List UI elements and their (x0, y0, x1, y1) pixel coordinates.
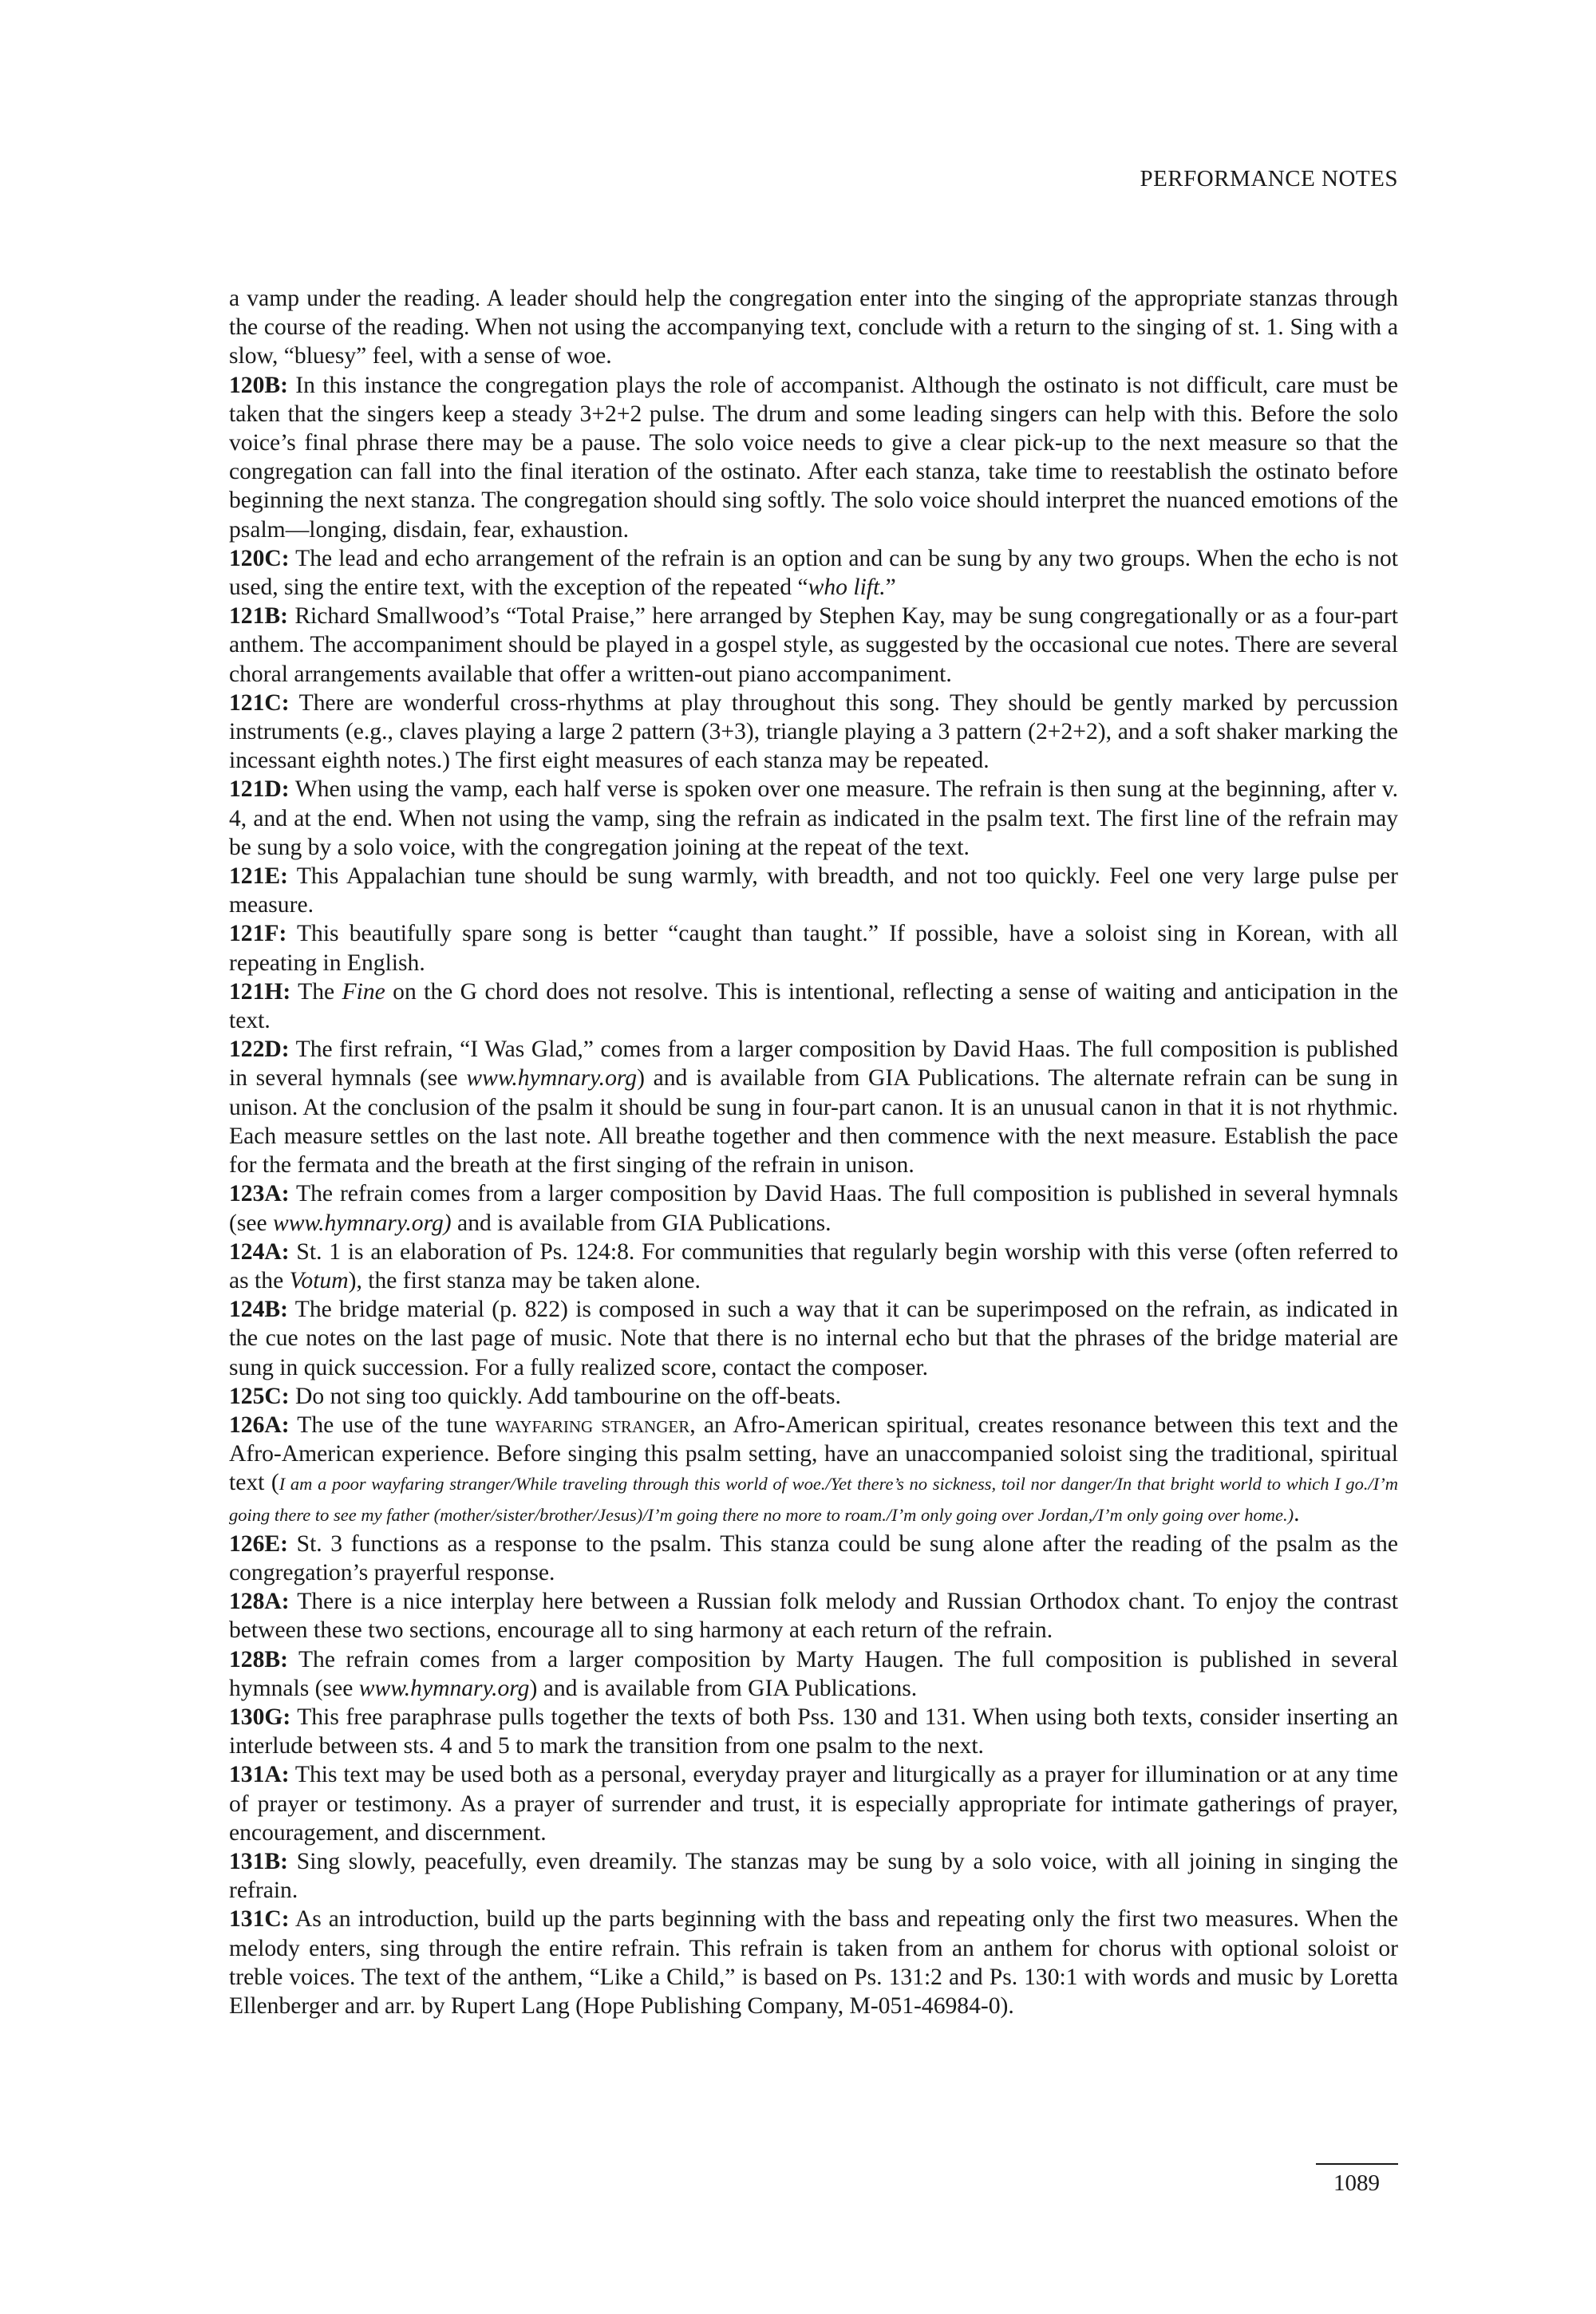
note-id: 126E: (229, 1530, 288, 1557)
folio-rule (1316, 2163, 1398, 2165)
note-text: The use of the tune (289, 1412, 496, 1438)
note-entry (229, 1847, 1398, 1905)
note-id: 121B: (229, 603, 288, 630)
note-entry (229, 1035, 1398, 1179)
note-text: Do not sing too quickly. Add tambourine on the off-beats. (289, 1383, 841, 1409)
note-text: St. 3 functions as a response to the psalm. This stanza could be sung alone after the reading of the psalm as the congregation’s prayerful response. (229, 1530, 1398, 1585)
notes-list (229, 371, 1398, 2021)
note-id: 126A: (229, 1412, 290, 1438)
note-id: 131A: (229, 1762, 290, 1788)
note-text: I am a poor wayfaring stranger/While traveling through this world of woe./Yet there’s no sickness, toil nor danger/In that bright world to which I go./I’m going there to see my father (mother/sister/brother/Jesus)/I’m going there no more to roam./I’m only going over Jordan,/I’m only going over home.) (229, 1474, 1398, 1525)
note-text: Richard Smallwood’s “Total Praise,” here arranged by Stephen Kay, may be sung congregationally or as a four-part anthem. The accompaniment should be played in a gospel style, as suggested by the occasional cue notes. There are several choral arrangements available that offer a written-out piano accompaniment. (229, 603, 1398, 687)
note-text: This beautifully spare song is better “caught than taught.” If possible, have a soloist sing in Korean, with all repeating in English. (229, 921, 1398, 976)
note-id: 124B: (229, 1297, 288, 1323)
note-id: 124A: (229, 1238, 290, 1265)
note-id: 123A: (229, 1181, 290, 1207)
note-id: 128A: (229, 1589, 290, 1615)
note-text: ) and is available from GIA Publications. The alternate refrain can be sung in unison. At the conclusion of the psalm it should be sung in four-part canon. It is an unusual canon in that it is not rhythmic. Each measure settles on the last note. All breathe together and then commence with the next measure. Establish the pace for the fermata and the breath at the first singing of the refrain in unison. (229, 1065, 1398, 1179)
note-text: This text may be used both as a personal, everyday prayer and liturgically as a prayer for illumination or at any time of prayer or testimony. As a prayer of surrender and trust, it is especially appropriate for intimate gatherings of prayer, encouragement, and discernment. (229, 1762, 1398, 1846)
note-text: St. 1 is an elaboration of Ps. 124:8. For communities that regularly begin worship with this verse (often referred to as the (229, 1238, 1398, 1293)
note-id: 121H: (229, 978, 291, 1005)
note-entry (229, 919, 1398, 977)
note-id: 120B: (229, 372, 288, 398)
note-entry (229, 1411, 1398, 1530)
note-entry (229, 1238, 1398, 1295)
note-text: This free paraphrase pulls together the texts of both Pss. 130 and 131. When using both texts, consider inserting an interlude between sts. 4 and 5 to mark the transition from one psalm to the next. (229, 1704, 1398, 1759)
note-text: The (290, 978, 342, 1005)
note-entry (229, 602, 1398, 689)
note-text: www.hymnary.org (358, 1675, 530, 1701)
note-text: The first refrain, “I Was Glad,” comes from a larger composition by David Haas. The full composition is published in several hymnals (see (229, 1037, 1398, 1092)
note-entry (229, 1905, 1398, 2020)
note-entry (229, 1587, 1398, 1645)
running-head: PERFORMANCE NOTES (1140, 166, 1398, 192)
note-entry (229, 689, 1398, 776)
note-text: There is a nice interplay here between a Russian folk melody and Russian Orthodox chant. To enjoy the contrast between these two sections, encourage all to sing harmony at each return of the refrain. (229, 1589, 1398, 1644)
note-id: 125C: (229, 1383, 290, 1409)
note-id: 121D: (229, 776, 290, 803)
note-text: The refrain comes from a larger composition by Marty Haugen. The full composition is published in several hymnals (see (229, 1646, 1398, 1701)
note-text: who lift. (808, 575, 886, 601)
note-text: There are wonderful cross-rhythms at play throughout this song. They should be gently marked by percussion instruments (e.g., claves playing a large 2 pattern (3+3), triangle playing a 3 pattern (2+2+2), and a soft shaker marking the incessant eighth notes.) The first eight measures of each stanza may be repeated. (229, 689, 1398, 774)
note-text: ), the first stanza may be taken alone. (348, 1267, 701, 1293)
note-entry (229, 1295, 1398, 1382)
note-entry (229, 544, 1398, 602)
note-entry (229, 371, 1398, 544)
note-text: and is available from GIA Publications. (451, 1210, 832, 1236)
note-id: 121E: (229, 863, 288, 890)
note-id: 131B: (229, 1848, 288, 1874)
note-text: The bridge material (p. 822) is composed in such a way that it can be superimposed on the refrain, as indicated in the cue notes on the last page of music. Note that there is no internal echo but that the phrases of the bridge material are sung in quick succession. For a fully realized score, contact the composer. (229, 1297, 1398, 1380)
note-id: 121F: (229, 921, 287, 947)
note-entry (229, 1382, 1398, 1411)
note-text: . (1294, 1500, 1300, 1526)
note-text: Votum (289, 1267, 349, 1293)
note-text: The lead and echo arrangement of the refrain is an option and can be sung by any two groups. When the echo is not used, sing the entire text, with the exception of the repeated “ (229, 545, 1398, 601)
note-entry (229, 977, 1398, 1035)
note-text: www.hymnary.org (466, 1065, 638, 1092)
note-text: In this instance the congregation plays the role of accompanist. Although the ostinato is not difficult, care must be taken that the singers keep a steady 3+2+2 pulse. The drum and some leading singers can help with this. Before the solo voice’s final phrase there may be a pause. The solo voice needs to give a clear pick-up to the next measure so that the congregation can fall into the final iteration of the ostinato. After each stanza, take time to reestablish the ostinato before beginning the next stanza. The congregation should sing softly. The solo voice should interpret the nuanced emotions of the psalm—longing, disdain, fear, exhaustion. (229, 372, 1398, 543)
note-text: The refrain comes from a larger composition by David Haas. The full composition is published in several hymnals (see (229, 1181, 1398, 1236)
note-text: This Appalachian tune should be sung warmly, with breadth, and not too quickly. Feel one very large pulse per measure. (229, 863, 1398, 918)
note-text: As an introduction, build up the parts beginning with the bass and repeating only the first two measures. When the melody enters, sing through the entire refrain. This refrain is taken from an anthem for chorus with optional soloist or treble voices. The text of the anthem, “Like a Child,” is based on Ps. 131:2 and Ps. 130:1 with words and music by Loretta Ellenberger and arr. by Rupert Lang (Hope Publishing Company, M-051-46984-0). (229, 1906, 1398, 2019)
note-entry (229, 1530, 1398, 1587)
note-text: www.hymnary.org) (273, 1210, 452, 1236)
note-entry (229, 862, 1398, 919)
note-entry (229, 1645, 1398, 1703)
note-id: 130G: (229, 1704, 291, 1730)
note-entry (229, 1760, 1398, 1847)
note-text: Sing slowly, peacefully, even dreamily. The stanzas may be sung by a solo voice, with all joining in singing the refrain. (229, 1848, 1398, 1904)
note-entry (229, 775, 1398, 862)
note-entry (229, 1179, 1398, 1237)
note-entry (229, 1703, 1398, 1760)
page-number: 1089 (1333, 2170, 1380, 2196)
note-text: , an Afro-American spiritual, creates resonance between this text and the Afro-American experience. Before singing this psalm setting, have an unaccompanied soloist sing the traditional, spiritual text ( (229, 1412, 1398, 1496)
lead-paragraph: a vamp under the reading. A leader should help the congregation enter into the singing of the appropriate stanzas through the course of the reading. When not using the accompanying text, conclude with a return to the singing of st. 1. Sing with a slow, “bluesy” feel, with a sense of woe. (229, 286, 1398, 369)
note-text: When using the vamp, each half verse is spoken over one measure. The refrain is then sung at the beginning, after v. 4, and at the end. When not using the vamp, sing the refrain as indicated in the psalm text. The first line of the refrain may be sung by a solo voice, with the congregation joining at the repeat of the text. (229, 776, 1398, 860)
note-text: Fine (342, 978, 385, 1005)
performance-notes-body (229, 284, 1398, 2020)
note-text: on the G chord does not resolve. This is intentional, reflecting a sense of waiting and anticipation in the text. (229, 978, 1399, 1034)
note-id: 128B: (229, 1646, 288, 1672)
note-id: 120C: (229, 545, 290, 571)
note-id: 131C: (229, 1906, 290, 1933)
note-text: wayfaring stranger (495, 1412, 690, 1438)
note-text: ” (885, 575, 896, 601)
note-text: ) and is available from GIA Publications. (529, 1675, 918, 1701)
note-id: 122D: (229, 1037, 290, 1063)
note-id: 121C: (229, 689, 290, 716)
